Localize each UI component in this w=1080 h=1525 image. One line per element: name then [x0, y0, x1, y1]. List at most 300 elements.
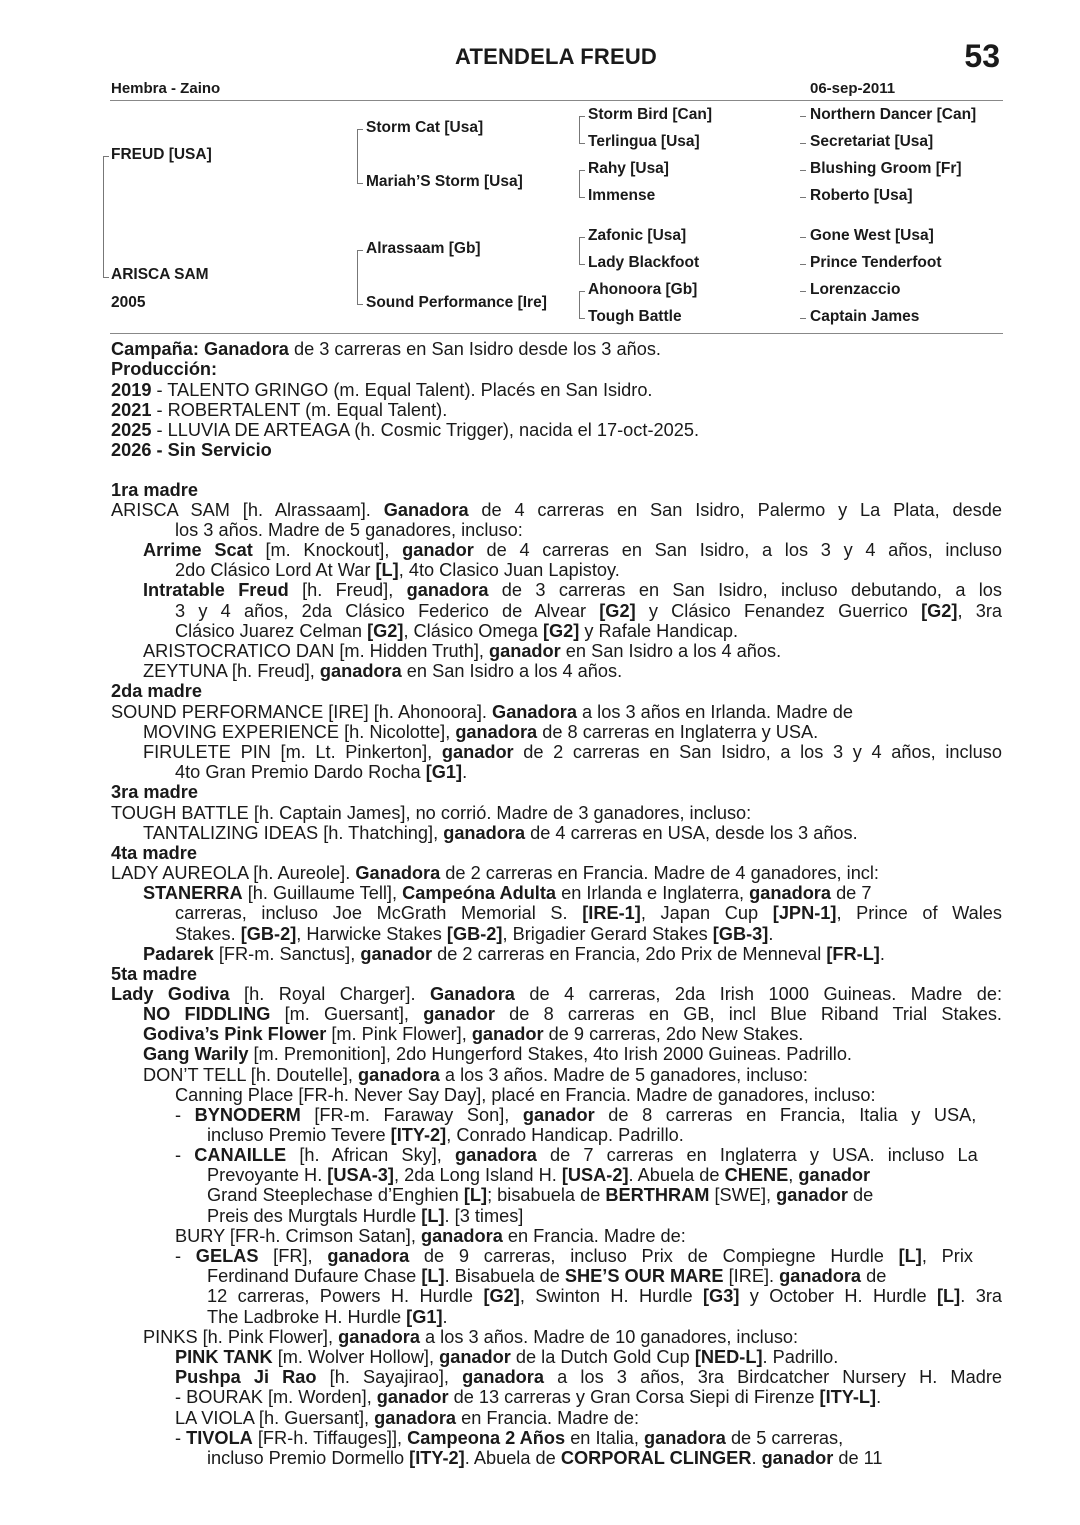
horse-name-title: ATENDELA FREUD [454, 44, 657, 69]
text-line [175, 1408, 1002, 1428]
bold-text: 2021 [111, 400, 152, 420]
dam-year: 2005 [111, 294, 146, 311]
bold-text: [FR-L] [826, 944, 880, 964]
text-line [207, 1206, 1002, 1226]
bold-text: [G2] [921, 601, 958, 621]
g3-4: Immense [588, 187, 656, 204]
section-heading [111, 964, 1002, 984]
bold-text: [G1] [406, 1307, 443, 1327]
text-line [111, 863, 1002, 883]
bold-text: [ITY-L] [819, 1387, 877, 1407]
bold-text: [G2] [599, 601, 636, 621]
text: [m. Guersant], [270, 1004, 424, 1024]
text-line [207, 1185, 873, 1205]
g3-5: Zafonic [Usa] [588, 227, 687, 244]
text: de 3 carreras en San Isidro desde los 3 años. [288, 339, 661, 359]
bold-text: ganador [522, 1105, 595, 1125]
text-line [143, 1044, 1002, 1064]
dash-gen4 [800, 116, 806, 117]
g4-5: Gone West [Usa] [810, 227, 934, 244]
bold-text: Producción: [111, 359, 218, 379]
text: - ROBERTALENT (m. Equal Talent). [151, 400, 448, 420]
sex-coat: Hembra - Zaino [111, 80, 221, 97]
bold-text: ganadora [779, 1266, 862, 1286]
bold-text: ganador [798, 1165, 871, 1185]
text: [FR-m. Sanctus], [213, 944, 361, 964]
bold-text: TIVOLA [186, 1428, 253, 1448]
text: y October H. Hurdle [739, 1286, 937, 1306]
text-line [207, 1165, 870, 1185]
text: ARISTOCRATICO DAN [m. Hidden Truth], [143, 641, 489, 661]
bold-text: ganador [441, 742, 514, 762]
bold-text: ganador [376, 1387, 449, 1407]
text: [IRE]. [723, 1266, 780, 1286]
text-line [175, 560, 1002, 580]
text: - LLUVIA DE ARTEAGA (h. Cosmic Trigger), nacida el 17-oct-2025. [151, 420, 700, 440]
g4-7: Lorenzaccio [810, 281, 901, 298]
text: carreras, incluso Joe McGrath Memorial S. [175, 903, 583, 923]
text: de [847, 1185, 874, 1205]
text: de la Dutch Gold Cup [510, 1347, 695, 1367]
text: de 4 carreras en San Isidro, Palermo y La Plata, desde [468, 500, 1002, 520]
bold-text: ganadora [319, 661, 402, 681]
text-line [207, 1266, 886, 1286]
text-line [175, 1105, 976, 1125]
text: . [768, 924, 774, 944]
bold-text: ganador [402, 540, 474, 560]
g3-2: Terlingua [Usa] [588, 133, 700, 150]
text: de 8 carreras en Francia, Italia y USA, [594, 1105, 977, 1125]
text-line [111, 400, 1002, 420]
text: [FR], [258, 1246, 328, 1266]
dam-dam: Sound Performance [Ire] [366, 294, 547, 311]
text: 12 carreras, Powers H. Hurdle [207, 1286, 484, 1306]
text: . 3ra [960, 1286, 1002, 1306]
text: Prevoyante H. [207, 1165, 328, 1185]
text-line [175, 1428, 843, 1448]
section-heading [111, 843, 1002, 863]
text-line [143, 1024, 1002, 1044]
text-line [175, 762, 1002, 782]
dash-gen4 [800, 264, 806, 265]
text: [h. Royal Charger]. [229, 984, 430, 1004]
bold-text: 2019 [111, 380, 152, 400]
text: [SWE], [709, 1185, 777, 1205]
g3-7: Ahonoora [Gb] [588, 281, 698, 298]
bracket-tick [579, 143, 585, 144]
bold-text: NO FIDDLING [143, 1004, 271, 1024]
dash-gen4 [800, 291, 806, 292]
bold-text: Ganadora [430, 984, 515, 1004]
text: Clásico Juarez Celman [175, 621, 368, 641]
section-heading [111, 480, 1002, 500]
bold-text: Ganadora [355, 863, 441, 883]
dam-sire: Alrassaam [Gb] [366, 240, 481, 257]
bold-text: [GB-2] [446, 924, 503, 944]
text-line [143, 1065, 1002, 1085]
text: en Francia. Madre de: [502, 1226, 686, 1246]
text: [FR-m. Faraway Son], [300, 1105, 523, 1125]
text: , 3ra [957, 601, 1002, 621]
text: . [879, 944, 885, 964]
pedigree-bottom-rule [110, 333, 1003, 334]
text: incluso Premio Dormello [207, 1448, 410, 1468]
bold-text: ganador [471, 1024, 544, 1044]
text-line [175, 1387, 1002, 1407]
bracket-gen2-top [357, 129, 358, 184]
text: . Abuela de [464, 1448, 561, 1468]
text-line [175, 924, 1002, 944]
dam-name: ARISCA SAM [111, 266, 209, 283]
text: PINKS [h. Pink Flower], [143, 1327, 339, 1347]
text: Stakes. [175, 924, 241, 944]
text: [h. Sayajirao], [316, 1367, 463, 1387]
text: 3 y 4 años, 2da Clásico Federico de Alvear [175, 601, 600, 621]
bold-text: [GB-3] [712, 924, 769, 944]
text: [h. Guillaume Tell], [242, 883, 403, 903]
text: de 7 [831, 883, 872, 903]
text: de 13 carreras y Gran Corsa Siepi di Firenze [448, 1387, 820, 1407]
text-line [207, 1125, 1002, 1145]
text-line [111, 420, 1002, 440]
bracket-tick [357, 304, 363, 305]
text: de 5 carreras, [725, 1428, 844, 1448]
text-line [175, 1367, 1002, 1387]
bracket-tick [579, 291, 585, 292]
text: , Conrado Handicap. Padrillo. [446, 1125, 684, 1145]
text: de 4 carreras en San Isidro, a los 3 y 4 años, incluso [473, 540, 1003, 560]
bold-text: STANERRA [143, 883, 243, 903]
bracket-tick [579, 237, 585, 238]
text: de 2 carreras en Francia. Madre de 4 ganadores, incl: [440, 863, 879, 883]
bold-text: Ganadora [204, 339, 289, 359]
bracket-gen2-bottom [357, 250, 358, 305]
dash-gen4 [800, 197, 806, 198]
text: . [751, 1448, 762, 1468]
bold-text: ganadora [443, 823, 526, 843]
bold-text: CORPORAL CLINGER [560, 1448, 752, 1468]
g3-6: Lady Blackfoot [588, 254, 700, 271]
text: incluso Premio Tevere [207, 1125, 391, 1145]
text: . [876, 1387, 882, 1407]
bracket-gen3 [579, 170, 580, 198]
bold-text: [L] [937, 1286, 961, 1306]
bold-text: [L] [421, 1266, 445, 1286]
text: de 9 carreras, incluso Prix de Compiegne Hurdle [409, 1246, 899, 1266]
text-line [207, 1448, 1002, 1468]
bold-text: [USA-3] [327, 1165, 394, 1185]
text-line [175, 520, 1002, 540]
text: LADY AUREOLA [h. Aureole]. [111, 863, 356, 883]
text-line [111, 500, 1002, 520]
g4-4: Roberto [Usa] [810, 187, 913, 204]
text: de 4 carreras, 2da Irish 1000 Guineas. Madre de: [514, 984, 1003, 1004]
bold-text: BERTHRAM [605, 1185, 710, 1205]
bold-text: 3ra madre [111, 782, 198, 802]
text: - BOURAK [m. Worden], [175, 1387, 377, 1407]
text: , Harwicke Stakes [296, 924, 447, 944]
bold-text: Lady Godiva [111, 984, 230, 1004]
text: Canning Place [FR-h. Never Say Day], placé en Francia. Madre de ganadores, incluso: [175, 1085, 876, 1105]
text: , Swinton H. Hurdle [519, 1286, 703, 1306]
dash-gen4 [800, 318, 806, 319]
text: . [462, 762, 468, 782]
text: en Francia. Madre de: [456, 1408, 640, 1428]
bold-text: ganador [360, 944, 433, 964]
text: Preis des Murgtals Hurdle [207, 1206, 422, 1226]
bold-text: Godiva’s Pink Flower [143, 1024, 327, 1044]
text: - [175, 1428, 187, 1448]
text-line [143, 823, 1002, 843]
text: , 4to Clasico Juan Lapistoy. [398, 560, 620, 580]
text: ; bisabuela de [487, 1185, 606, 1205]
text: DON’T TELL [h. Doutelle], [143, 1065, 358, 1085]
bold-text: [USA-2] [561, 1165, 629, 1185]
bold-text: [G2] [542, 621, 580, 641]
bold-text: ganadora [420, 1226, 503, 1246]
text: . Abuela de [628, 1165, 725, 1185]
text: y Clásico Fenandez Guerrico [635, 601, 922, 621]
text: BURY [FR-h. Crimson Satan], [175, 1226, 421, 1246]
g3-3: Rahy [Usa] [588, 160, 669, 177]
bracket-tick [579, 318, 585, 319]
text: - TALENTO GRINGO (m. Equal Talent). Placés en San Isidro. [151, 380, 653, 400]
text: MOVING EXPERIENCE [h. Nicolotte], [143, 722, 456, 742]
text: , Brigadier Gerard Stakes [502, 924, 713, 944]
text-line [143, 661, 1002, 681]
bracket-tick [103, 156, 109, 157]
text: 4to Gran Premio Dardo Rocha [175, 762, 426, 782]
text-line [175, 903, 1002, 923]
bold-text: 4ta madre [111, 843, 197, 863]
text: - [175, 1145, 195, 1165]
g4-1: Northern Dancer [Can] [810, 106, 977, 123]
bold-text: CHENE [724, 1165, 789, 1185]
bold-text: [G1] [425, 762, 463, 782]
text-line [175, 1226, 1002, 1246]
text: Grand Steeplechase d’Enghien [207, 1185, 464, 1205]
text-line [111, 984, 1002, 1004]
text-line [175, 601, 1002, 621]
birth-date: 06-sep-2011 [810, 80, 896, 97]
text: - [175, 1105, 195, 1125]
text: de 4 carreras en USA, desde los 3 años. [525, 823, 858, 843]
g4-8: Captain James [810, 308, 920, 325]
text: . [3 times] [444, 1206, 524, 1226]
text-line [111, 359, 1002, 379]
text: a los 3 años, 3ra Birdcatcher Nursery H. Madre [544, 1367, 1002, 1387]
bracket-gen3 [579, 237, 580, 265]
text: en San Isidro a los 4 años. [401, 661, 623, 681]
bold-text: [L] [421, 1206, 445, 1226]
text: TOUGH BATTLE [h. Captain James], no corrió. Madre de 3 ganadores, incluso: [111, 803, 752, 823]
text: de 3 carreras en San Isidro, incluso debutando, a los [488, 580, 1003, 600]
text-line [207, 1307, 1002, 1327]
text: [m. Knockout], [252, 540, 403, 560]
top-rule [110, 100, 1003, 101]
bracket-tick [579, 116, 585, 117]
bold-text: ganador [488, 641, 561, 661]
bold-text: 2025 [111, 420, 152, 440]
bold-text: [ITY-2] [390, 1125, 447, 1145]
bracket-tick [357, 129, 363, 130]
text: de 11 [833, 1448, 883, 1468]
text-line [143, 944, 1002, 964]
bold-text: SHE’S OUR MARE [564, 1266, 724, 1286]
bracket-tick [579, 197, 585, 198]
text: TANTALIZING IDEAS [h. Thatching], [143, 823, 444, 843]
text: The Ladbroke H. Hurdle [207, 1307, 407, 1327]
text: LA VIOLA [h. Guersant], [175, 1408, 375, 1428]
bold-text: BYNODERM [194, 1105, 301, 1125]
text: en San Isidro a los 4 años. [560, 641, 782, 661]
text: de 9 carreras, 2do New Stakes. [543, 1024, 804, 1044]
text-line [111, 339, 1002, 359]
bold-text: ganadora [455, 722, 538, 742]
bold-text: GELAS [195, 1246, 259, 1266]
bold-text: [L] [898, 1246, 922, 1266]
text: y Rafale Handicap. [579, 621, 739, 641]
page-number: 53 [964, 38, 1000, 74]
bold-text: ganador [439, 1347, 511, 1367]
bold-text: ganadora [644, 1428, 726, 1448]
bracket-tick [357, 250, 363, 251]
text: de 2 carreras en San Isidro, a los 3 y 4 años, incluso [513, 742, 1002, 762]
dash-gen4 [800, 143, 806, 144]
bold-text: Ganadora [492, 702, 577, 722]
bold-text: ganador [761, 1448, 834, 1468]
text-line [143, 580, 1002, 600]
text: , Japan Cup [640, 903, 773, 923]
text-line [143, 540, 1002, 560]
text: de 2 carreras en Francia, 2do Prix de Menneval [432, 944, 827, 964]
bold-text: ganadora [455, 1145, 537, 1165]
g4-6: Prince Tenderfoot [810, 254, 942, 271]
bold-text: 5ta madre [111, 964, 197, 984]
bracket-gen3 [579, 291, 580, 319]
text-line [175, 1145, 978, 1165]
bold-text: 2026 - Sin Servicio [111, 440, 272, 460]
bold-text: ganador [423, 1004, 495, 1024]
bold-text: 2da madre [111, 681, 202, 701]
text: , [788, 1165, 799, 1185]
g4-3: Blushing Groom [Fr] [810, 160, 962, 177]
bold-text: Campaña: [111, 339, 199, 359]
bold-text: ganadora [327, 1246, 410, 1266]
text: [h. African Sky], [286, 1145, 456, 1165]
bracket-tick [579, 264, 585, 265]
text: [h. Freud], [288, 580, 407, 600]
text: a los 3 años. Madre de 5 ganadores, incluso: [439, 1065, 808, 1085]
sire-name: FREUD [USA] [111, 146, 212, 163]
text: en Italia, [565, 1428, 645, 1448]
text-line [175, 1347, 1002, 1367]
g3-1: Storm Bird [Can] [588, 106, 712, 123]
bracket-tick [103, 277, 109, 278]
bracket-tick [357, 183, 363, 184]
dash-gen4 [800, 170, 806, 171]
bracket-gen3 [579, 116, 580, 144]
bold-text: Padarek [143, 944, 214, 964]
bold-text: [L] [463, 1185, 488, 1205]
text-line [175, 1246, 973, 1266]
bold-text: [NED-L] [694, 1347, 763, 1367]
g3-8: Tough Battle [588, 308, 682, 325]
bold-text: ganadora [462, 1367, 544, 1387]
text-line [143, 742, 1002, 762]
text-line [175, 621, 1002, 641]
text: los 3 años. Madre de 5 ganadores, incluso: [175, 520, 523, 540]
g4-2: Secretariat [Usa] [810, 133, 934, 150]
text-line [111, 702, 1002, 722]
text: [m. Wolver Hollow], [272, 1347, 440, 1367]
bold-text: [GB-2] [240, 924, 297, 944]
text: . [442, 1307, 448, 1327]
text: - [175, 1246, 196, 1266]
bold-text: Ganadora [383, 500, 469, 520]
bold-text: Campeona 2 Años [407, 1428, 566, 1448]
text: ZEYTUNA [h. Freud], [143, 661, 320, 681]
bold-text: [IRE-1] [582, 903, 641, 923]
text: a los 3 años en Irlanda. Madre de [576, 702, 853, 722]
bold-text: ganador [776, 1185, 848, 1205]
text: Ferdinand Dufaure Chase [207, 1266, 422, 1286]
bold-text: ganadora [357, 1065, 440, 1085]
text-line [143, 1327, 1002, 1347]
text: en Irlanda e Inglaterra, [556, 883, 750, 903]
bold-text: ganadora [374, 1408, 457, 1428]
bold-text: PINK TANK [175, 1347, 273, 1367]
bracket-gen1 [103, 156, 104, 278]
bold-text: [G2] [483, 1286, 520, 1306]
bold-text: Campeóna Adulta [402, 883, 557, 903]
bold-text: ganadora [749, 883, 832, 903]
bold-text: CANAILLE [194, 1145, 287, 1165]
text: . Bisabuela de [444, 1266, 565, 1286]
text: , Prince of Wales [836, 903, 1002, 923]
text: [m. Pink Flower], [326, 1024, 472, 1044]
text: FIRULETE PIN [m. Lt. Pinkerton], [143, 742, 442, 762]
text: , 2da Long Island H. [393, 1165, 562, 1185]
bold-text: ganadora [338, 1327, 420, 1347]
bold-text: [G2] [367, 621, 404, 641]
text: ARISCA SAM [h. Alrassaam]. [111, 500, 384, 520]
text: de 8 carreras en Inglaterra y USA. [537, 722, 819, 742]
text: [FR-h. Tiffauges]], [252, 1428, 408, 1448]
bold-text: [JPN-1] [772, 903, 837, 923]
text: de 8 carreras en GB, incl Blue Riband Trial Stakes. [494, 1004, 1002, 1024]
bold-text: [L] [375, 560, 399, 580]
bold-text: [ITY-2] [409, 1448, 465, 1468]
text: a los 3 años. Madre de 10 ganadores, incluso: [419, 1327, 799, 1347]
text-line [143, 641, 1002, 661]
text-line [111, 440, 1002, 460]
bold-text: 1ra madre [111, 480, 198, 500]
section-heading [111, 782, 1002, 802]
text-line [143, 1004, 1002, 1024]
sire-dam: Mariah’S Storm [Usa] [366, 173, 523, 190]
text: . Padrillo. [762, 1347, 839, 1367]
bold-text: ganadora [406, 580, 489, 600]
text: , Clásico Omega [403, 621, 543, 641]
text-line [111, 380, 1002, 400]
section-heading [111, 681, 1002, 701]
bold-text: Intratable Freud [143, 580, 289, 600]
text-line [143, 722, 1002, 742]
text-line [175, 1085, 1002, 1105]
bold-text: [G3] [703, 1286, 740, 1306]
text: 2do Clásico Lord At War [175, 560, 376, 580]
